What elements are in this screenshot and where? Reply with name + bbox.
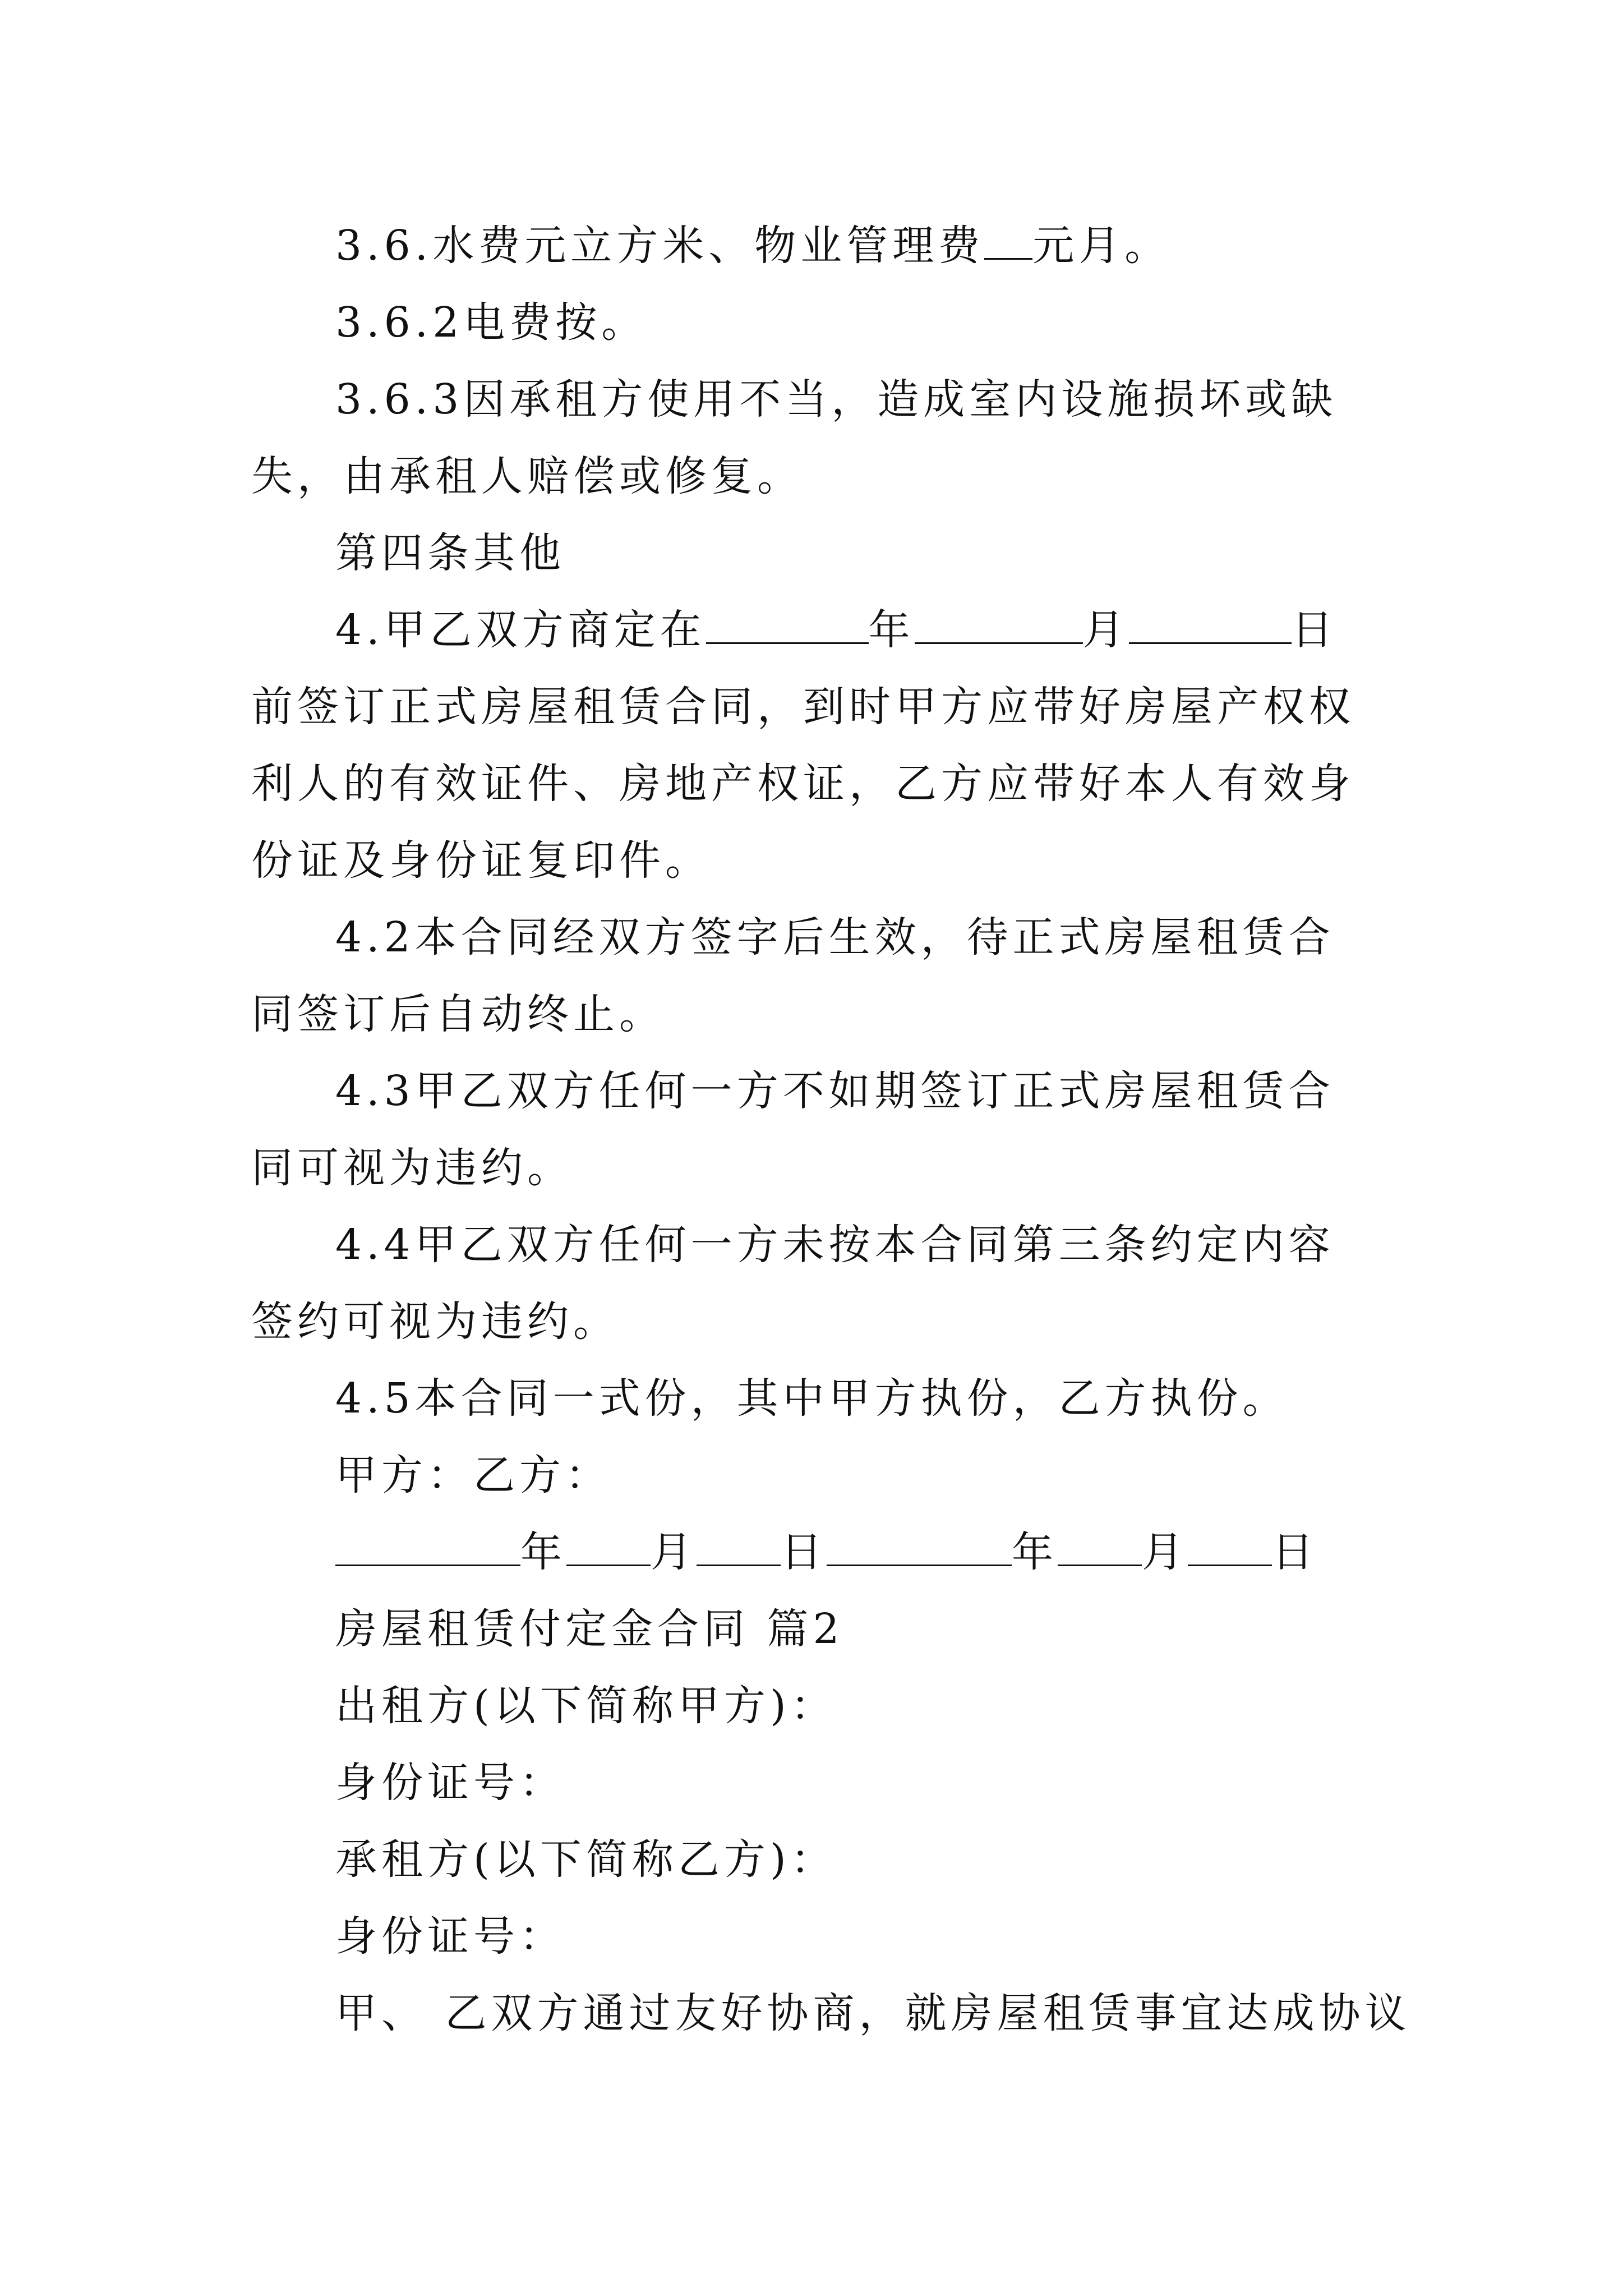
date-month-label: 月 xyxy=(651,1528,697,1576)
blank-line xyxy=(915,608,1083,644)
paragraph-text: 3.6.水费元立方米、物业管理费 xyxy=(335,222,985,270)
contract-title-part-2: 房屋租赁付定金合同 篇2 xyxy=(335,1605,844,1653)
paragraph-4-1 xyxy=(251,592,1378,899)
paragraph-text: 4.甲乙双方商定在 xyxy=(335,606,706,654)
paragraph-text: 日前签订正式房屋租赁合同，到时甲方应带好房屋产权权利人的有效证件、房地产权证，乙方应带好本人有效身份证及身份证复印件。 xyxy=(251,606,1355,885)
section-heading-article-4: 第四条其他 xyxy=(335,529,565,577)
paragraph-4-2: 4.2本合同经双方签字后生效，待正式房屋租赁合同签订后自动终止。 xyxy=(251,913,1335,1038)
lessee-label: 承租方(以下简称乙方)： xyxy=(335,1835,837,1884)
date-day-label: 日 xyxy=(1272,1528,1318,1576)
blank-line xyxy=(566,1530,651,1566)
blank-line xyxy=(984,223,1032,260)
paragraph-3-6-3: 3.6.3因承租方使用不当，造成室内设施损坏或缺失，由承租人赔偿或修复。 xyxy=(251,375,1338,500)
lessor-label: 出租方(以下简称甲方)： xyxy=(335,1682,837,1730)
paragraph-3-6-2: 3.6.2电费按。 xyxy=(335,298,648,347)
lessor-id-label: 身份证号： xyxy=(335,1759,565,1807)
paragraph-text: 元月。 xyxy=(1032,222,1171,270)
paragraph-3-6 xyxy=(335,208,1378,284)
blank-line xyxy=(706,608,869,644)
lessee-id-label: 身份证号： xyxy=(335,1912,565,1961)
paragraph-text: 年 xyxy=(868,606,915,654)
blank-line xyxy=(1129,608,1292,644)
date-year-label: 年 xyxy=(520,1528,566,1576)
signature-dates xyxy=(335,1514,1378,1591)
signature-parties: 甲方：乙方： xyxy=(335,1451,611,1499)
date-month-label: 月 xyxy=(1142,1528,1188,1576)
agreement-intro: 甲、 乙双方通过友好协商，就房屋租赁事宜达成协议 xyxy=(335,1989,1411,2037)
paragraph-text: 月 xyxy=(1082,606,1129,654)
blank-line xyxy=(697,1530,781,1566)
paragraph-4-3: 4.3甲乙双方任何一方不如期签订正式房屋租赁合同可视为违约。 xyxy=(251,1067,1335,1192)
paragraph-4-4: 4.4甲乙双方任何一方未按本合同第三条约定内容签约可视为违约。 xyxy=(251,1221,1335,1346)
paragraph-4-5: 4.5本合同一式份，其中甲方执份，乙方执份。 xyxy=(335,1374,1289,1423)
date-day-label: 日 xyxy=(781,1528,827,1576)
blank-line xyxy=(827,1530,1012,1566)
blank-line xyxy=(335,1530,520,1566)
blank-line xyxy=(1058,1530,1142,1566)
date-year-label: 年 xyxy=(1012,1528,1058,1576)
blank-line xyxy=(1188,1530,1272,1566)
